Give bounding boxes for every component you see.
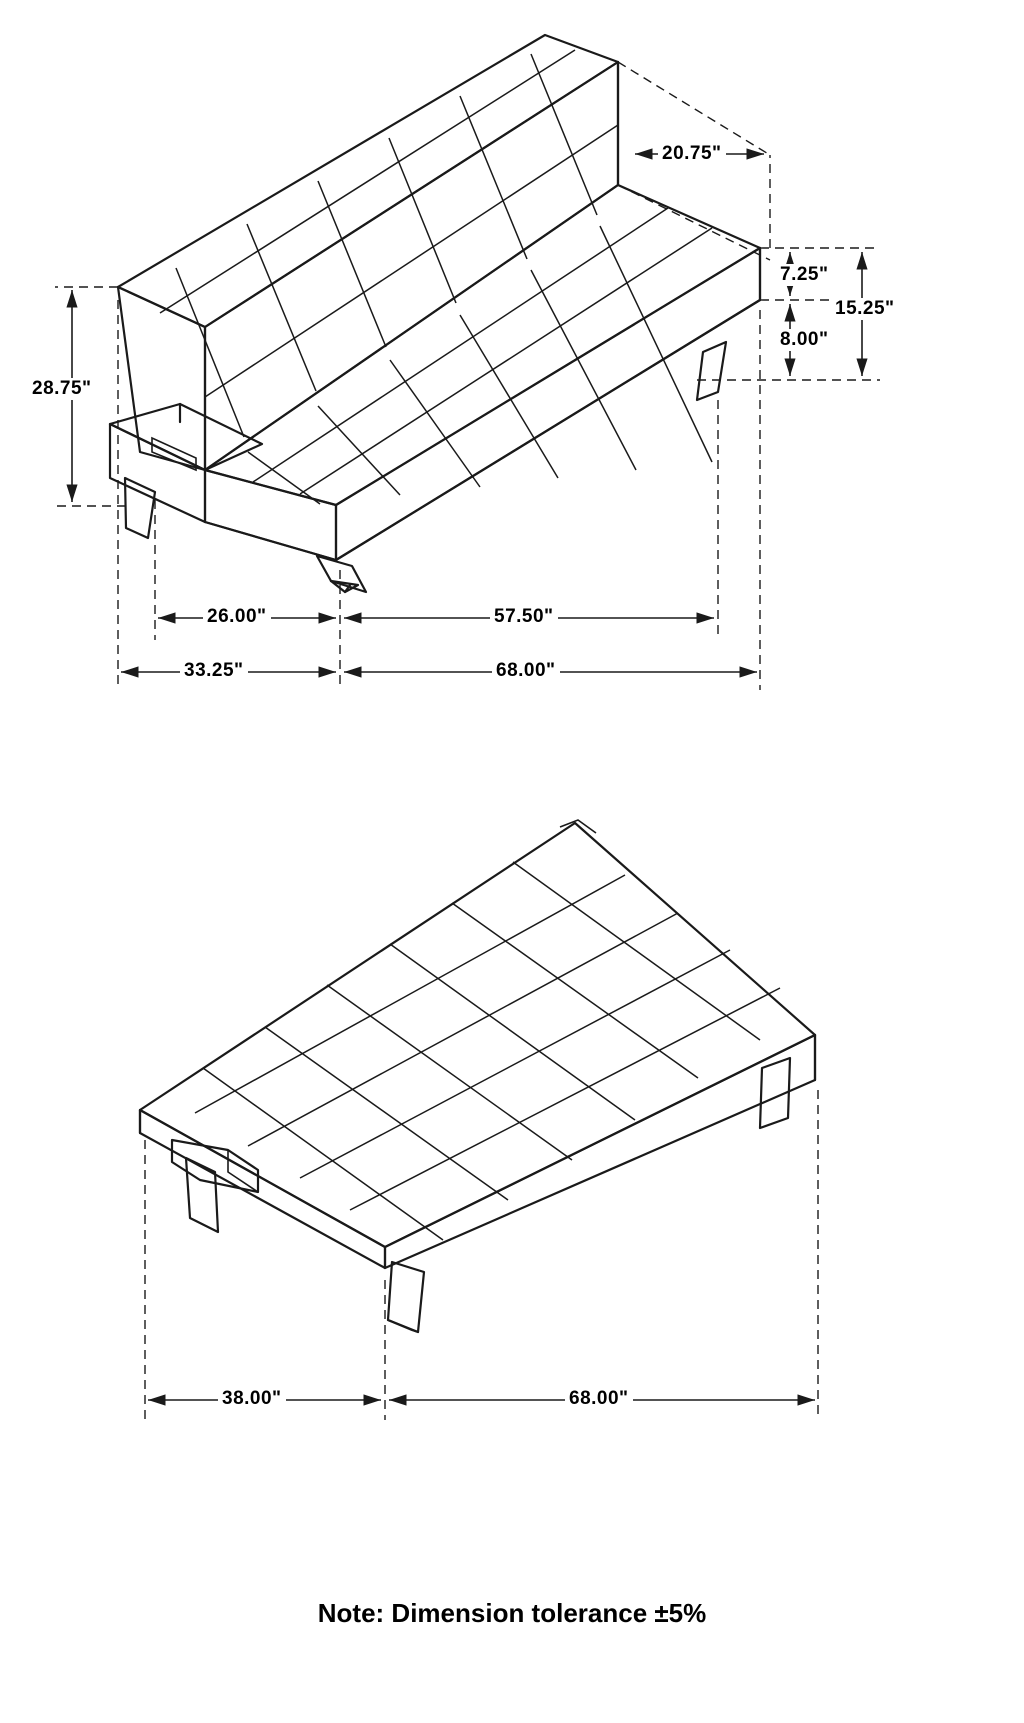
dimension-label-overall-height: 28.75" xyxy=(28,378,96,400)
dimension-chain-lower xyxy=(145,1090,818,1420)
dimension-label-bed-depth: 38.00" xyxy=(218,1388,286,1410)
dimension-label-backrest-depth: 20.75" xyxy=(658,143,726,165)
dimension-label-seat-height-total: 15.25" xyxy=(831,298,899,320)
flat-sofa-illustration xyxy=(140,820,815,1332)
dimension-label-seat-width: 57.50" xyxy=(490,606,558,628)
dimension-label-backrest-footprint: 26.00" xyxy=(203,606,271,628)
dimension-label-overall-width: 68.00" xyxy=(492,660,560,682)
dimension-label-bed-width: 68.00" xyxy=(565,1388,633,1410)
tolerance-note: Note: Dimension tolerance ±5% xyxy=(317,1598,707,1628)
dimension-label-leg-height: 8.00" xyxy=(776,329,833,351)
upright-sofa-illustration xyxy=(110,35,760,592)
dimension-label-overall-depth: 33.25" xyxy=(180,660,248,682)
dimension-label-seat-cushion-height: 7.25" xyxy=(776,264,833,286)
